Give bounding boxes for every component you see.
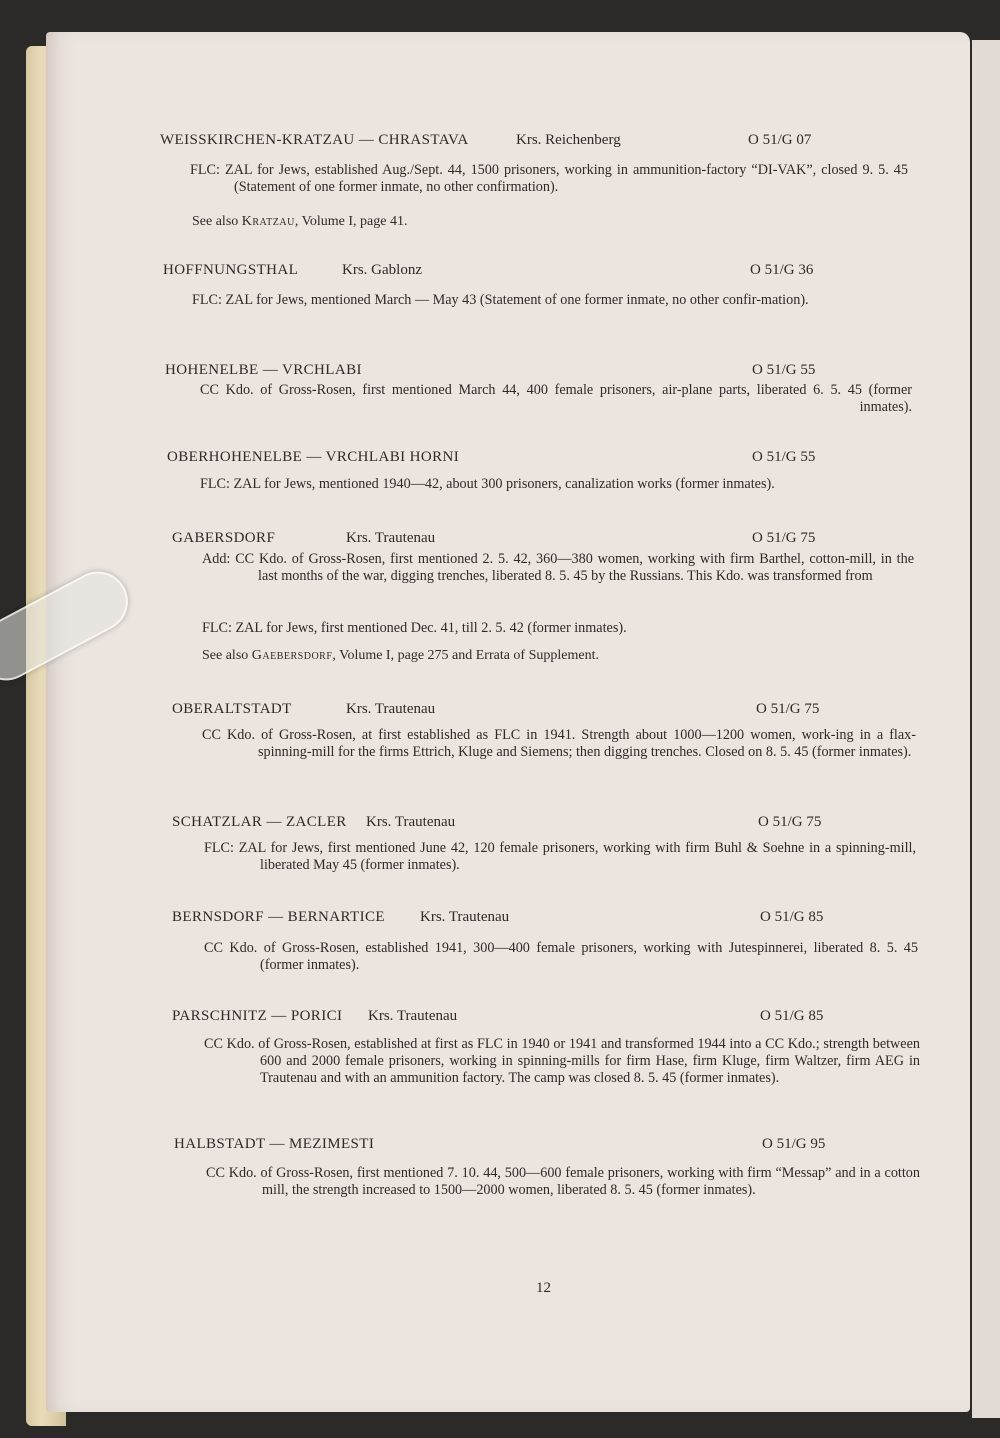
grid-code: O 51/G 75 [758, 814, 822, 830]
see-also-prefix: See also [202, 648, 249, 663]
entry-paragraph [200, 382, 912, 416]
entry-paragraph [192, 292, 910, 309]
paragraph-text: ZAL for Jews, mentioned 1940—42, about 300 prisoners, canalization works (former inmates). [233, 476, 775, 492]
place-name: HALBSTADT — MEZIMESTI [174, 1136, 375, 1152]
entry-paragraph [202, 620, 914, 637]
grid-code: O 51/G 95 [762, 1136, 826, 1152]
place-name: OBERALTSTADT [172, 701, 292, 717]
place-name: HOFFNUNGSTHAL [163, 262, 299, 278]
entry-paragraph [204, 840, 916, 874]
entry [0, 132, 1000, 229]
district: Krs. Trautenau [366, 814, 456, 830]
see-also [202, 648, 599, 664]
district: Krs. Gablonz [342, 262, 422, 278]
see-also-suffix: , Volume I, page 275 and Errata of Supplement. [332, 648, 599, 663]
paragraph-lead: Add: [202, 551, 231, 567]
grid-code: O 51/G 36 [750, 262, 814, 278]
district: Krs. Trautenau [420, 909, 510, 925]
entry-paragraph [200, 476, 912, 493]
grid-code: O 51/G 85 [760, 1008, 824, 1024]
entry-paragraph [204, 1036, 920, 1087]
place-name: GABERSDORF [172, 530, 276, 546]
entry-paragraph [190, 162, 908, 196]
entry [0, 530, 1000, 663]
entry-heading [0, 701, 1000, 723]
entry-heading [0, 909, 1000, 931]
entry-heading [0, 262, 1000, 284]
entry-paragraph [206, 1165, 920, 1199]
entry [0, 1136, 1000, 1198]
place-name: SCHATZLAR — ZACLER [172, 814, 347, 830]
paragraph-text: CC Kdo. of Gross-Rosen, first mentioned 7. 10. 44, 500—600 female prisoners, working with firm “Messap” and in a cotton mill, the strength increased to 1500—2000 women, liberated 8. 5. 45 (former inmates). [206, 1165, 920, 1198]
see-also-name: Gaebersdorf [251, 648, 333, 663]
grid-code: O 51/G 85 [760, 909, 824, 925]
entry-heading [0, 449, 1000, 471]
entry-heading [0, 132, 1000, 154]
entry-heading [0, 1136, 1000, 1158]
paragraph-lead: FLC: [192, 292, 222, 308]
paragraph-text: ZAL for Jews, first mentioned June 42, 120 female prisoners, working with firm Buhl & Soehne in a spinning-mill, liberated May 45 (former inmates). [238, 840, 917, 873]
paragraph-text: ZAL for Jews, established Aug./Sept. 44, 1500 prisoners, working in ammunition-factory “DI-VAK”, closed 9. 5. 45 (Statement of one former inmate, no other confirmation). [225, 162, 908, 195]
facing-page-edge [972, 40, 1000, 1418]
entry-heading [0, 814, 1000, 836]
paragraph-text: CC Kdo. of Gross-Rosen, at first established as FLC in 1941. Strength about 1000—1200 women, work-ing in a flax-spinning-mill for the firms Ettrich, Kluge and Siemens; then digging trenches. Closed on 8. 5. 45 (former inmates). [202, 727, 916, 760]
page-number: 12 [536, 1280, 551, 1296]
entry-paragraph [202, 727, 916, 761]
paragraph-text: CC Kdo. of Gross-Rosen, established 1941, 300—400 female prisoners, working with Jutespinnerei, liberated 8. 5. 45 (former inmates). [204, 940, 918, 973]
entry [0, 449, 1000, 492]
paragraph-text: CC Kdo. of Gross-Rosen, first mentioned 2. 5. 42, 360—380 women, working with firm Barthel, cotton-mill, in the last months of the war, digging trenches, liberated 8. 5. 45 by the Russians. This Kdo. was transformed from [235, 551, 914, 584]
entry [0, 701, 1000, 760]
place-name: HOHENELBE — VRCHLABI [165, 362, 362, 378]
paragraph-lead: FLC: [204, 840, 234, 856]
paragraph-text: CC Kdo. of Gross-Rosen, established at first as FLC in 1940 or 1941 and transformed 1944 into a CC Kdo.; strength between 600 and 2000 female prisoners, working in spinning-mills for firm Hase, firm Kluge, firm Waltzer, firm AEG in Trautenau and with an ammunition factory. The camp was closed 8. 5. 45 (former inmates). [204, 1036, 920, 1086]
entry [0, 909, 1000, 973]
paragraph-text: ZAL for Jews, first mentioned Dec. 41, till 2. 5. 42 (former inmates). [235, 620, 627, 636]
district: Krs. Trautenau [346, 530, 436, 546]
place-name: WEISSKIRCHEN-KRATZAU — CHRASTAVA [160, 132, 469, 148]
grid-code: O 51/G 55 [752, 449, 816, 465]
place-name: PARSCHNITZ — PORICI [172, 1008, 343, 1024]
grid-code: O 51/G 75 [756, 701, 820, 717]
grid-code: O 51/G 07 [748, 132, 812, 148]
entry-paragraph [202, 551, 914, 585]
entry-heading [0, 1008, 1000, 1030]
see-also [192, 214, 407, 230]
see-also-suffix: , Volume I, page 41. [294, 214, 408, 229]
place-name: BERNSDORF — BERNARTICE [172, 909, 385, 925]
grid-code: O 51/G 55 [752, 362, 816, 378]
entry [0, 362, 1000, 415]
paragraph-lead: FLC: [202, 620, 232, 636]
paragraph-text: ZAL for Jews, mentioned March — May 43 (Statement of one former inmate, no other confir-mation). [225, 292, 809, 308]
district: Krs. Trautenau [346, 701, 436, 717]
grid-code: O 51/G 75 [752, 530, 816, 546]
district: Krs. Reichenberg [516, 132, 621, 148]
see-also-name: Kratzau [241, 214, 295, 229]
entry [0, 262, 1000, 308]
place-name: OBERHOHENELBE — VRCHLABI HORNI [167, 449, 460, 465]
entry [0, 1008, 1000, 1086]
district: Krs. Trautenau [368, 1008, 458, 1024]
entry [0, 814, 1000, 873]
paragraph-text: CC Kdo. of Gross-Rosen, first mentioned March 44, 400 female prisoners, air-plane parts, liberated 6. 5. 45 (former inmates). [200, 382, 912, 415]
paragraph-lead: FLC: [200, 476, 230, 492]
entry-heading [0, 362, 1000, 384]
see-also-prefix: See also [192, 214, 239, 229]
entry-paragraph [204, 940, 918, 974]
entry-heading [0, 530, 1000, 552]
paragraph-lead: FLC: [190, 162, 220, 178]
